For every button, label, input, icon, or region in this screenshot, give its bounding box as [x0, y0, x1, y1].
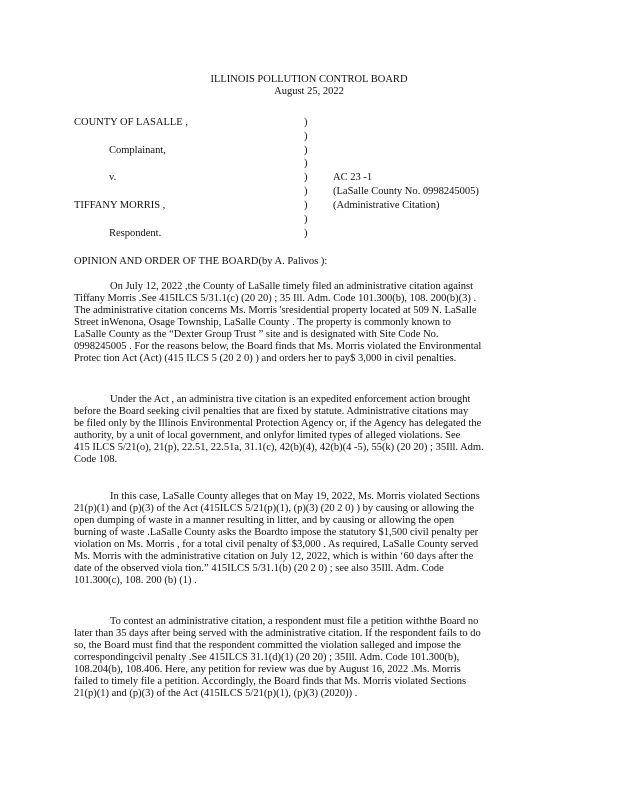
- text-line: so, the Board must find that the respondent committed the violation salleged and impose the: [74, 640, 461, 651]
- caption-paren: ): [304, 131, 308, 142]
- text-line: Code 108.: [74, 454, 118, 465]
- complainant-name: COUNTY OF LASALLE ,: [74, 117, 188, 128]
- paragraph-2: [74, 394, 542, 466]
- caption-paren: ): [304, 214, 308, 225]
- text-line: 0998245005 . For the reasons below, the Board finds that Ms. Morris violated the Environmental: [74, 341, 482, 352]
- case-type: (Administrative Citation): [333, 200, 440, 211]
- text-line: violation on Ms. Morris , for a total civil penalty of $3,000 . As required, LaSalle County served: [74, 539, 479, 550]
- text-line: Protec tion Act (Act) (415 ILCS 5 (20 2 0) ) and orders her to pay$ 3,000 in civil penalties.: [74, 353, 457, 364]
- caption-paren: ): [304, 145, 308, 156]
- text-line: Ms. Morris with the administrative citation on July 12, 2022, which is within ‘60 days after the: [74, 551, 474, 562]
- caption-paren: ): [304, 228, 308, 239]
- text-line: 21(p)(1) and (p)(3) of the Act (415ILCS 5/21(p)(1), (p)(3) (2020)) .: [74, 688, 358, 699]
- board-title: ILLINOIS POLLUTION CONTROL BOARD: [210, 74, 408, 85]
- text-line: LaSalle County as the “Dexter Group Trust ” site and is designated with Site Code No.: [74, 329, 439, 340]
- text-line: failed to timely file a petition. Accordingly, the Board finds that Ms. Morris violated Sections: [74, 676, 467, 687]
- text-line: authority, by a unit of local government, and onlyfor limited types of alleged violations. See: [74, 430, 461, 441]
- versus-label: v.: [109, 172, 117, 183]
- text-line: Street inWenona, Osage Township, LaSalle County . The property is commonly known to: [74, 317, 451, 328]
- text-line: be filed only by the Illinois Environmental Protection Agency or, if the Agency has delegated the: [74, 418, 482, 429]
- text-line: date of the observed viola tion.” 415ILCS 5/31.1(b) (20 2 0) ; see also 35Ill. Adm. Code: [74, 563, 444, 574]
- respondent-role: Respondent.: [109, 228, 162, 239]
- paragraph-1: [74, 281, 542, 365]
- case-detail: (LaSalle County No. 0998245005): [333, 186, 479, 197]
- caption-paren: ): [304, 172, 308, 183]
- text-line: 21(p)(1) and (p)(3) of the Act (415ILCS 5/21(p)(1), (p)(3) (20 2 0) ) by causing or allowing the: [74, 503, 475, 514]
- text-line: The administrative citation concerns Ms. Morris 'sresidential property located at 509 N. LaSalle: [74, 305, 477, 316]
- complainant-role: Complainant,: [109, 145, 166, 156]
- caption-paren: ): [304, 186, 308, 197]
- caption-paren: ): [304, 200, 308, 211]
- paragraph-3: [74, 491, 542, 587]
- document-date: August 25, 2022: [274, 86, 344, 97]
- text-line: On July 12, 2022 ,the County of LaSalle timely filed an administrative citation against: [110, 281, 474, 292]
- text-line: In this case, LaSalle County alleges that on May 19, 2022, Ms. Morris violated Sections: [110, 491, 480, 502]
- text-line: 101.300(c), 108. 200 (b) (1) .: [74, 575, 197, 586]
- respondent-name: TIFFANY MORRIS ,: [74, 200, 166, 211]
- text-line: To contest an administrative citation, a respondent must file a petition withthe Board no: [110, 616, 479, 627]
- text-line: 415 ILCS 5/21(o), 21(p), 22.51, 22.51a, 31.1(c), 42(b)(4), 42(b)(4 -5), 55(k) (20 20) ; 35Ill. Adm.: [74, 442, 484, 453]
- text-line: open dumping of waste in a manner resulting in litter, and by causing or allowing the open: [74, 515, 455, 526]
- text-line: 108.204(b), 108.406. Here, any petition for review was due by August 16, 2022 .Ms. Morris: [74, 664, 461, 675]
- caption-paren: ): [304, 158, 308, 169]
- text-line: later than 35 days after being served with the administrative citation. If the respondent fails to do: [74, 628, 481, 639]
- text-line: correspondingcivil penalty .See 415ILCS 31.1(d)(1) (20 20) ; 35Ill. Adm. Code 101.300(b),: [74, 652, 460, 663]
- text-line: Under the Act , an administra tive citation is an expedited enforcement action brought: [110, 394, 471, 405]
- case-number: AC 23 -1: [333, 172, 373, 183]
- paragraph-4: [74, 616, 542, 700]
- caption-paren: ): [304, 117, 308, 128]
- text-line: Tiffany Morris .See 415ILCS 5/31.1(c) (20 20) ; 35 Ill. Adm. Code 101.300(b), 108. 200(b)(3) .: [74, 293, 477, 304]
- opinion-heading: OPINION AND ORDER OF THE BOARD(by A. Palivos ):: [74, 256, 328, 267]
- text-line: burning of waste .LaSalle County asks the Boardto impose the statutory $1,500 civil penalty per: [74, 527, 479, 538]
- text-line: before the Board seeking civil penalties that are fixed by statute. Administrative citations may: [74, 406, 469, 417]
